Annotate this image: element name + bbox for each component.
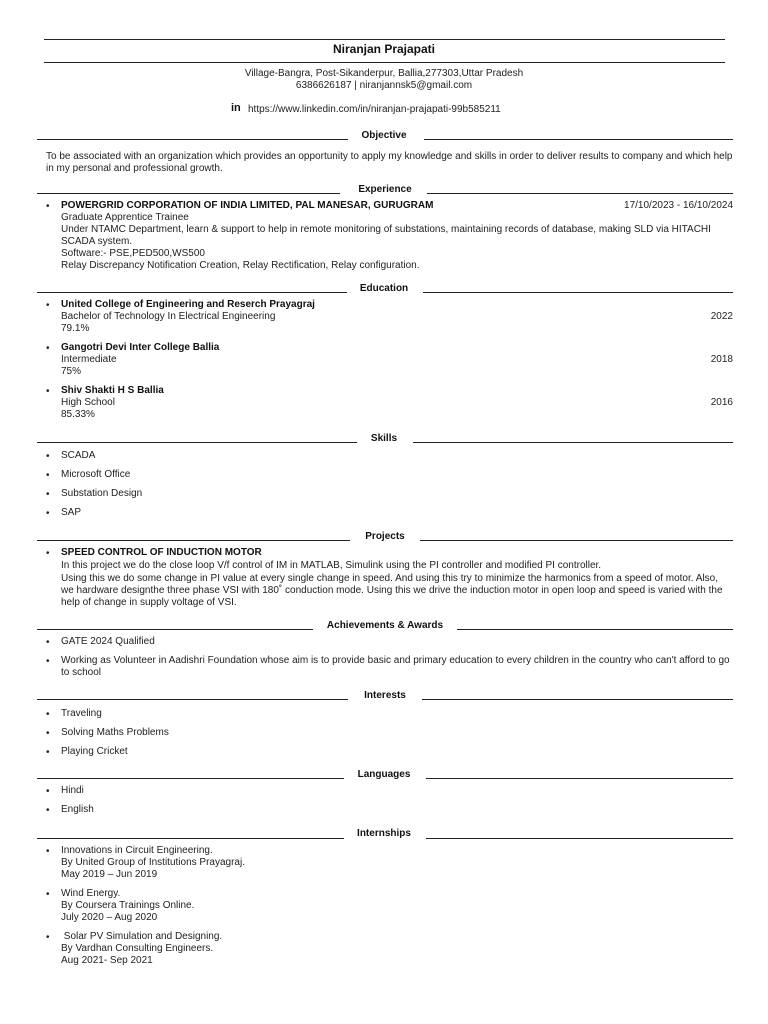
bullet bbox=[46, 451, 50, 463]
header-rule-bottom bbox=[44, 62, 725, 63]
bullet bbox=[46, 343, 50, 355]
achievement-item: GATE 2024 Qualified bbox=[61, 636, 155, 647]
skills-rule-right bbox=[413, 442, 733, 443]
internships-rule-right bbox=[426, 838, 733, 839]
interest-item: Traveling bbox=[61, 708, 102, 719]
address: Village-Bangra, Post-Sikanderpur, Ballia,277303,Uttar Pradesh bbox=[244, 68, 524, 79]
objective-rule-right bbox=[424, 139, 733, 140]
education-rule-left bbox=[37, 292, 347, 293]
projects-rule-left bbox=[37, 540, 350, 541]
internship-title: Solar PV Simulation and Designing. bbox=[61, 931, 223, 942]
internship-dates: Aug 2021- Sep 2021 bbox=[61, 955, 153, 966]
project-description: Using this we do some change in PI value at every single change in speed. And using this try to minimize the harmonics from a speed of motor. Also, we hardware designthe three phase VSI with 180˚ conduction mode. Using this we drive the induction motor in open loop and speed is varied with the help of change in supply voltage of VSI. bbox=[61, 573, 723, 608]
skills-rule-left bbox=[37, 442, 357, 443]
bullet bbox=[46, 201, 50, 213]
bullet bbox=[46, 805, 50, 817]
header-rule-top bbox=[44, 39, 725, 40]
achievements-heading: Achievements & Awards bbox=[326, 620, 444, 631]
bullet bbox=[46, 489, 50, 501]
bullet bbox=[46, 656, 50, 668]
linkedin-icon: in bbox=[231, 102, 241, 114]
interests-rule-left bbox=[37, 699, 348, 700]
education-degree: Bachelor of Technology In Electrical Engineering bbox=[61, 311, 276, 322]
project-name: SPEED CONTROL OF INDUCTION MOTOR bbox=[61, 547, 262, 558]
objective-heading: Objective bbox=[361, 130, 407, 141]
skill-item: Substation Design bbox=[61, 488, 143, 499]
education-school: United College of Engineering and Reserch Prayagraj bbox=[61, 299, 315, 310]
education-degree: High School bbox=[61, 397, 115, 408]
internship-provider: By Vardhan Consulting Engineers. bbox=[61, 943, 214, 954]
bullet bbox=[46, 709, 50, 721]
interests-rule-right bbox=[422, 699, 733, 700]
project-line: In this project we do the close loop V/f control of IM in MATLAB, Simulink using the PI controller and modified PI controller. bbox=[61, 560, 602, 571]
languages-rule-right bbox=[426, 778, 733, 779]
internship-title: Innovations in Circuit Engineering. bbox=[61, 845, 213, 856]
experience-software: Software:- PSE,PED500,WS500 bbox=[61, 248, 205, 259]
bullet bbox=[46, 728, 50, 740]
internship-provider: By United Group of Institutions Prayagraj. bbox=[61, 857, 245, 868]
education-school: Shiv Shakti H S Ballia bbox=[61, 385, 164, 396]
internships-rule-left bbox=[37, 838, 344, 839]
bullet bbox=[46, 470, 50, 482]
language-item: English bbox=[61, 804, 94, 815]
objective-rule-left bbox=[37, 139, 348, 140]
skill-item: SAP bbox=[61, 507, 82, 518]
bullet bbox=[46, 548, 50, 560]
bullet bbox=[46, 747, 50, 759]
education-year: 2016 bbox=[710, 397, 733, 408]
achievements-rule-left bbox=[37, 629, 313, 630]
skill-item: SCADA bbox=[61, 450, 96, 461]
education-score: 79.1% bbox=[61, 323, 90, 334]
achievements-rule-right bbox=[457, 629, 733, 630]
experience-rule-right bbox=[427, 193, 733, 194]
experience-dates: 17/10/2023 - 16/10/2024 bbox=[624, 200, 733, 211]
skills-heading: Skills bbox=[370, 433, 398, 444]
experience-rule-left bbox=[37, 193, 340, 194]
education-heading: Education bbox=[359, 283, 409, 294]
internship-dates: July 2020 – Aug 2020 bbox=[61, 912, 158, 923]
interests-heading: Interests bbox=[364, 690, 406, 701]
experience-company: POWERGRID CORPORATION OF INDIA LIMITED, PAL MANESAR, GURUGRAM bbox=[61, 200, 434, 211]
interest-item: Playing Cricket bbox=[61, 746, 128, 757]
internships-heading: Internships bbox=[357, 828, 411, 839]
languages-rule-left bbox=[37, 778, 344, 779]
languages-heading: Languages bbox=[357, 769, 411, 780]
bullet bbox=[46, 637, 50, 649]
education-rule-right bbox=[423, 292, 733, 293]
skill-item: Microsoft Office bbox=[61, 469, 131, 480]
achievement-item: Working as Volunteer in Aadishri Foundation whose aim is to provide basic and primary education to every children in the country who can't afford to go to school bbox=[61, 655, 730, 678]
objective-text: To be associated with an organization which provides an opportunity to apply my knowledge and skills in order to deliver results to company and which help in my personal and professional growth. bbox=[46, 151, 733, 174]
bullet bbox=[46, 889, 50, 901]
phone-email: 6386626187 | niranjannsk5@gmail.com bbox=[295, 80, 473, 91]
interest-item: Solving Maths Problems bbox=[61, 727, 169, 738]
projects-heading: Projects bbox=[365, 531, 405, 542]
experience-heading: Experience bbox=[358, 184, 412, 195]
bullet bbox=[46, 846, 50, 858]
internship-dates: May 2019 – Jun 2019 bbox=[61, 869, 158, 880]
experience-tasks: Relay Discrepancy Notification Creation, Relay Rectification, Relay configuration. bbox=[61, 260, 420, 271]
education-score: 85.33% bbox=[61, 409, 95, 420]
experience-role: Graduate Apprentice Trainee bbox=[61, 212, 189, 223]
education-year: 2022 bbox=[710, 311, 733, 322]
education-year: 2018 bbox=[710, 354, 733, 365]
linkedin-link[interactable]: https://www.linkedin.com/in/niranjan-prajapati-99b585211 bbox=[248, 104, 501, 115]
projects-rule-right bbox=[420, 540, 733, 541]
education-degree: Intermediate bbox=[61, 354, 117, 365]
candidate-name: Niranjan Prajapati bbox=[332, 42, 436, 56]
bullet bbox=[46, 932, 50, 944]
bullet bbox=[46, 300, 50, 312]
experience-description: Under NTAMC Department, learn & support to help in remote monitoring of substations, maintaining records of database, making SLD via HITACHI SCADA system. bbox=[61, 224, 711, 247]
language-item: Hindi bbox=[61, 785, 84, 796]
bullet bbox=[46, 508, 50, 520]
bullet bbox=[46, 386, 50, 398]
internship-title: Wind Energy. bbox=[61, 888, 121, 899]
bullet bbox=[46, 786, 50, 798]
internship-provider: By Coursera Trainings Online. bbox=[61, 900, 195, 911]
education-school: Gangotri Devi Inter College Ballia bbox=[61, 342, 220, 353]
education-score: 75% bbox=[61, 366, 82, 377]
